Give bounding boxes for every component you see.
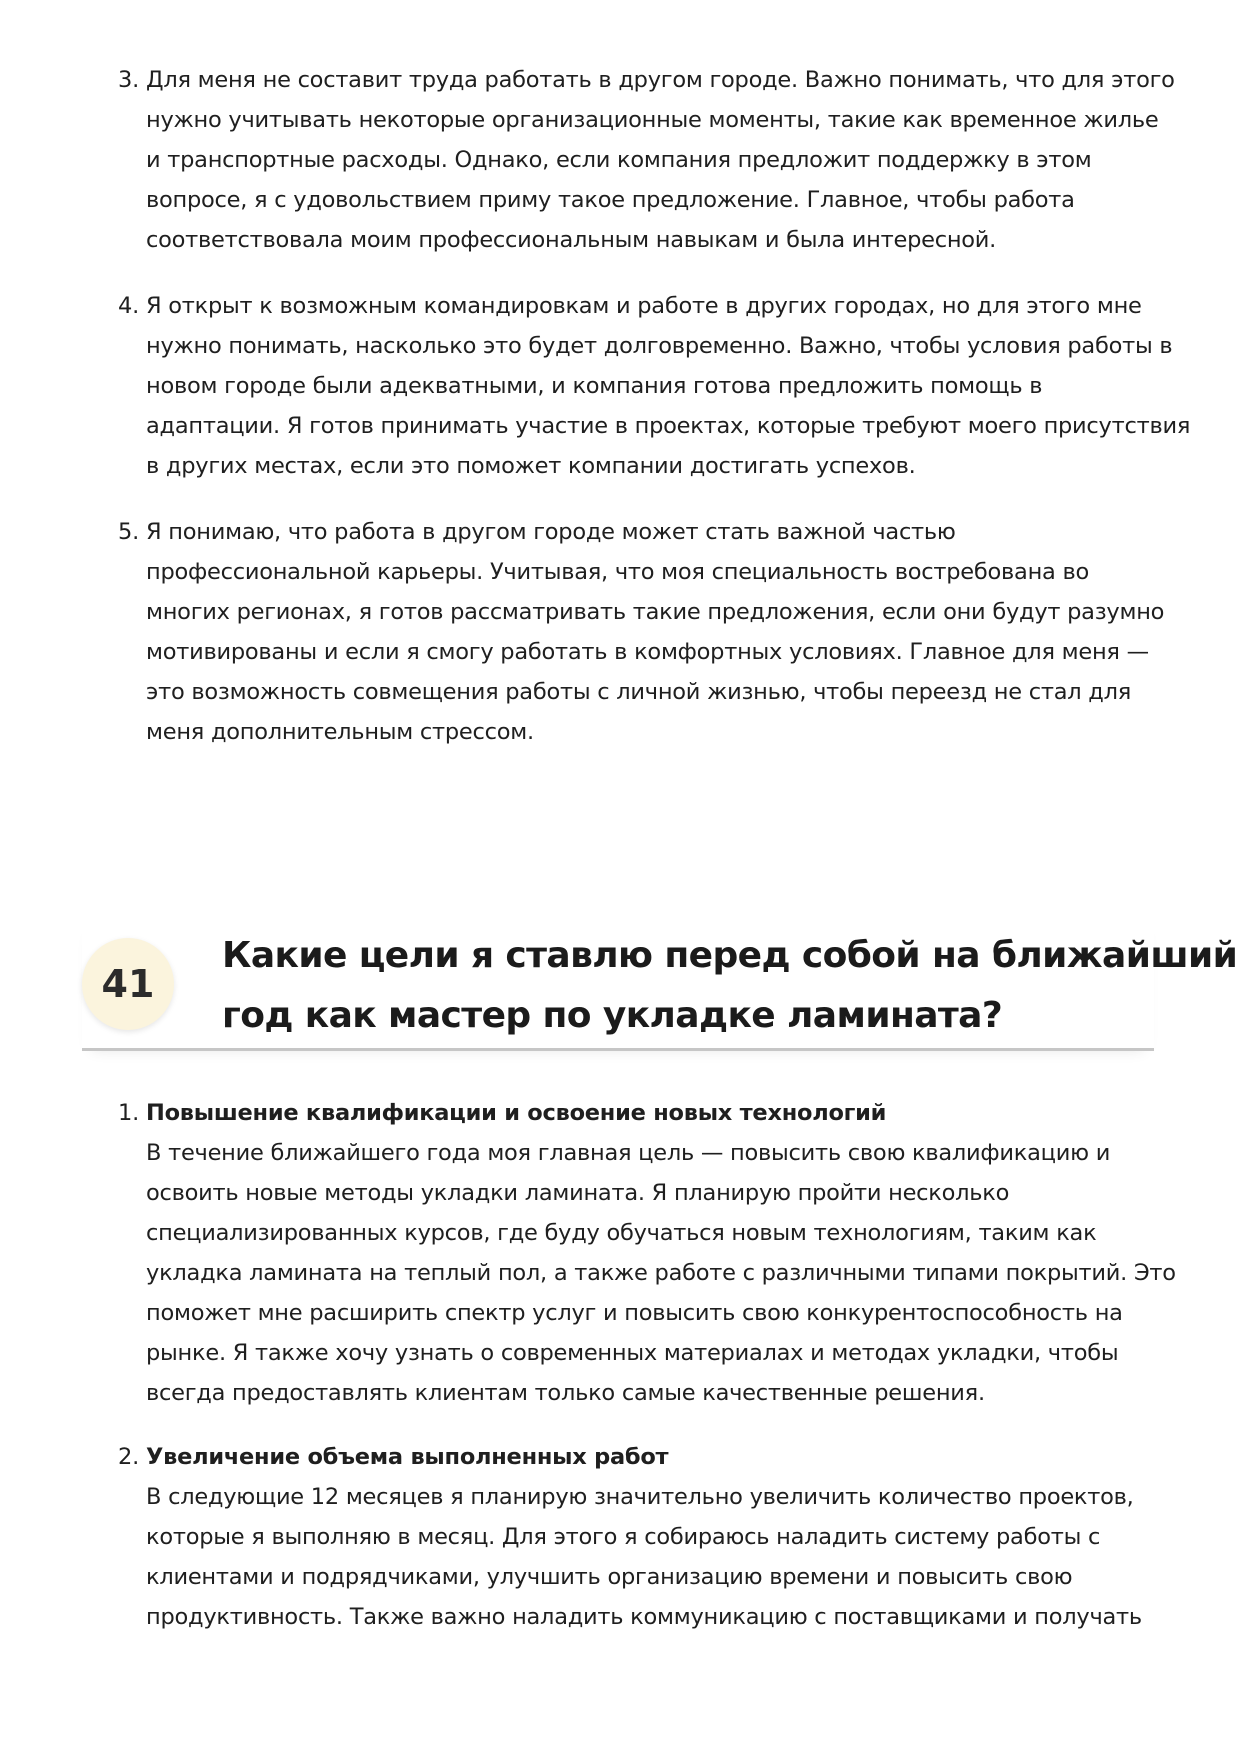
list-item-number: 2. bbox=[118, 1444, 139, 1470]
list-item-number: 3. bbox=[118, 67, 139, 93]
list-item-line: которые я выполняю в месяц. Для этого я собираюсь наладить систему работы с bbox=[146, 1524, 1101, 1550]
list-item-line: всегда предоставлять клиентам только самые качественные решения. bbox=[146, 1380, 985, 1406]
list-item-line: поможет мне расширить спектр услуг и повысить свою конкурентоспособность на bbox=[146, 1300, 1123, 1326]
list-item-line: освоить новые методы укладки ламината. Я планирую пройти несколько bbox=[146, 1180, 1010, 1206]
list-item-line: В следующие 12 месяцев я планирую значительно увеличить количество проектов, bbox=[146, 1484, 1134, 1510]
list-item-line: мотивированы и если я смогу работать в комфортных условиях. Главное для меня — bbox=[146, 639, 1149, 665]
list-item-number: 1. bbox=[118, 1100, 139, 1126]
list-item-line: Я открыт к возможным командировкам и работе в других городах, но для этого мне bbox=[146, 293, 1142, 319]
list-item-line: и транспортные расходы. Однако, если компания предложит поддержку в этом bbox=[146, 147, 1092, 173]
list-item-line: новом городе были адекватными, и компания готова предложить помощь в bbox=[146, 373, 1043, 399]
section-header bbox=[82, 918, 1238, 1051]
list-item-line: клиентами и подрядчиками, улучшить организацию времени и повысить свою bbox=[146, 1564, 1073, 1590]
list-item-line: это возможность совмещения работы с личной жизнью, чтобы переезд не стал для bbox=[146, 679, 1132, 705]
goals-list bbox=[118, 1093, 1176, 1661]
list-item-line: нужно учитывать некоторые организационные моменты, такие как временное жилье bbox=[146, 107, 1159, 133]
list-item-line: вопросе, я с удовольствием приму такое предложение. Главное, чтобы работа bbox=[146, 187, 1075, 213]
list-item-line: меня дополнительным стрессом. bbox=[146, 719, 534, 745]
list-item bbox=[118, 286, 1191, 486]
list-item-line: рынке. Я также хочу узнать о современных материалах и методах укладки, чтобы bbox=[146, 1340, 1119, 1366]
list-item-line: В течение ближайшего года моя главная цель — повысить свою квалификацию и bbox=[146, 1140, 1111, 1166]
list-item-line: профессиональной карьеры. Учитывая, что моя специальность востребована во bbox=[146, 559, 1090, 585]
list-item bbox=[118, 512, 1163, 752]
list-item-line: продуктивность. Также важно наладить коммуникацию с поставщиками и получать bbox=[146, 1604, 1142, 1630]
list-item-line: укладка ламината на теплый пол, а также работе с различными типами покрытий. Это bbox=[146, 1260, 1176, 1286]
answer-list-previous bbox=[118, 60, 1191, 778]
list-item-line: в других местах, если это поможет компании достигать успехов. bbox=[146, 453, 916, 479]
list-item-line: соответствовала моим профессиональным навыкам и была интересной. bbox=[146, 227, 997, 253]
section-title bbox=[222, 926, 1237, 1046]
section-title-line: Какие цели я ставлю перед собой на ближайший bbox=[222, 935, 1238, 976]
list-item-line: специализированных курсов, где буду обучаться новым технологиям, таким как bbox=[146, 1220, 1097, 1246]
list-item-line: многих регионах, я готов рассматривать такие предложения, если они будут разумно bbox=[146, 599, 1165, 625]
list-item-number: 5. bbox=[118, 519, 139, 545]
list-item bbox=[118, 60, 1175, 260]
list-item-number: 4. bbox=[118, 293, 139, 319]
list-item-title: Увеличение объема выполненных работ bbox=[146, 1444, 669, 1470]
list-item-line: Я понимаю, что работа в другом городе может стать важной частью bbox=[146, 519, 956, 545]
section-title-line: год как мастер по укладке ламината? bbox=[222, 995, 1003, 1036]
section-number-badge: 41 bbox=[82, 938, 174, 1030]
list-item-line: адаптации. Я готов принимать участие в проектах, которые требуют моего присутствия bbox=[146, 413, 1191, 439]
list-item-title: Повышение квалификации и освоение новых технологий bbox=[146, 1100, 887, 1126]
list-item-line: Для меня не составит труда работать в другом городе. Важно понимать, что для этого bbox=[146, 67, 1175, 93]
list-item bbox=[118, 1093, 1176, 1413]
list-item-line: нужно понимать, насколько это будет долговременно. Важно, чтобы условия работы в bbox=[146, 333, 1173, 359]
list-item bbox=[118, 1437, 1163, 1637]
